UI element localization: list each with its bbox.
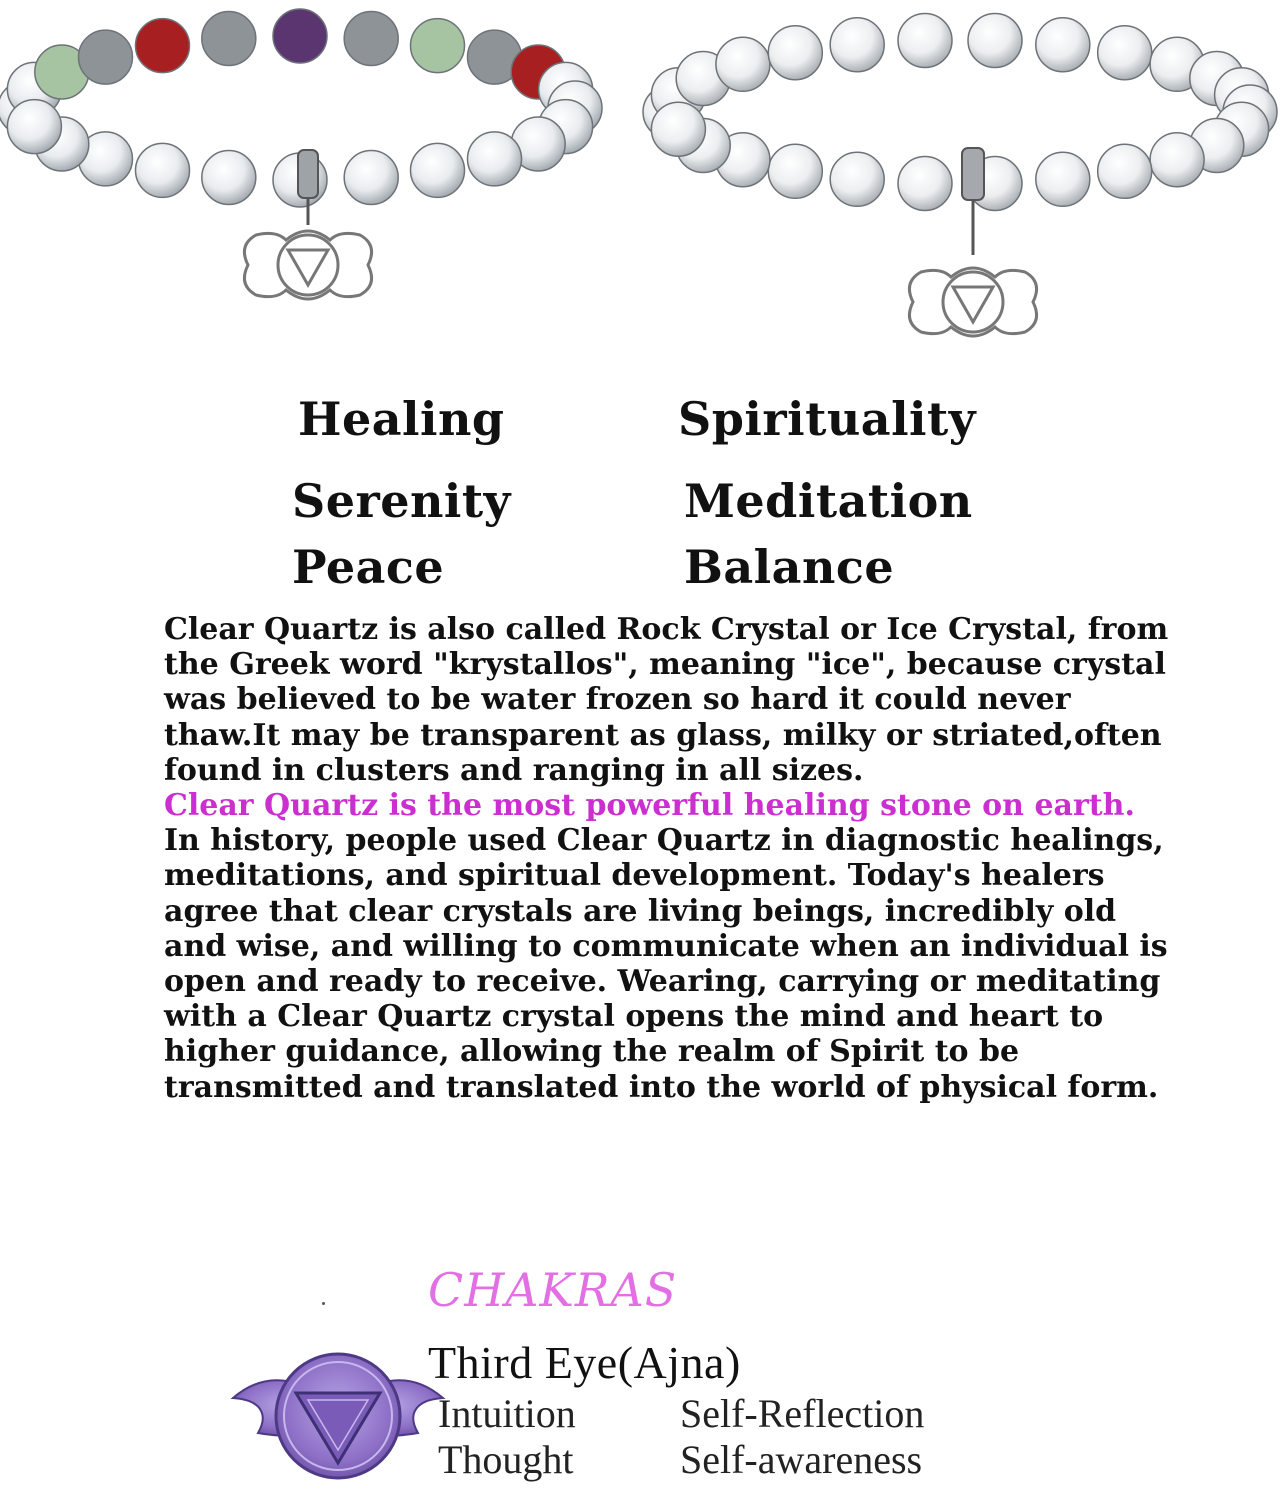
bead — [716, 37, 770, 91]
keyword: Meditation — [684, 474, 973, 528]
description-intro: Clear Quartz is also called Rock Crystal or Ice Crystal, from the Greek word "krystallos", meaning "ice", because crystal was believed to be water frozen so hard it could never thaw.It may be transparent as glass, milky or striated,often found in clusters and ranging in all sizes. — [164, 612, 1169, 788]
bead — [411, 143, 465, 197]
chakra-trait: Intuition — [438, 1391, 576, 1436]
description-history: In history, people used Clear Quartz in diagnostic healings, meditations, and spiritual development. Today's healers agree that clear crystals are living beings, incredibly old and wise, and willing to communicate when an individual is open and ready to receive. Wearing, carrying or meditating with a Clear Quartz crystal opens the mind and heart to higher guidance, allowing the realm of Spirit to be transmitted and translated into the world of physical form. — [164, 823, 1168, 1105]
bead — [768, 144, 822, 198]
decorative-dot — [322, 1302, 325, 1305]
bead — [136, 19, 190, 73]
chakra-name: Third Eye(Ajna) — [428, 1337, 741, 1388]
bead — [1036, 18, 1090, 72]
bead — [7, 100, 61, 154]
bead — [1036, 152, 1090, 206]
bead — [411, 19, 465, 73]
keyword: Peace — [292, 540, 445, 594]
chakra-trait: Thought — [438, 1437, 574, 1482]
description-highlight: Clear Quartz is the most powerful healing stone on earth. — [164, 788, 1135, 824]
bead — [468, 132, 522, 186]
bead — [830, 18, 884, 72]
clear-quartz-bracelet-image — [640, 0, 1280, 360]
bead — [79, 30, 133, 84]
bead — [651, 102, 705, 156]
bead — [273, 9, 327, 63]
bead — [1098, 26, 1152, 80]
bead — [768, 26, 822, 80]
clear-quartz-bracelet-icon — [640, 0, 1280, 360]
chakra-bracelet-image — [0, 0, 640, 360]
keywords-section — [0, 392, 1280, 602]
chakra-trait: Self-awareness — [680, 1437, 923, 1482]
bead — [1098, 144, 1152, 198]
keyword: Spirituality — [678, 392, 976, 446]
bead — [344, 12, 398, 66]
description — [164, 612, 1174, 1105]
bead — [830, 152, 884, 206]
bead — [898, 14, 952, 68]
bead — [898, 157, 952, 211]
bead — [136, 143, 190, 197]
bead — [202, 151, 256, 205]
bead — [968, 14, 1022, 68]
keyword: Balance — [684, 540, 895, 594]
bead — [202, 12, 256, 66]
keyword: Serenity — [292, 474, 511, 528]
bead — [1150, 133, 1204, 187]
chakra-bracelet-icon — [0, 0, 640, 360]
bead — [344, 151, 398, 205]
chakra-trait: Self-Reflection — [680, 1391, 925, 1436]
keyword: Healing — [298, 392, 505, 446]
third-eye-chakra-icon — [228, 1338, 448, 1488]
chakras-heading: CHAKRAS — [428, 1263, 678, 1317]
